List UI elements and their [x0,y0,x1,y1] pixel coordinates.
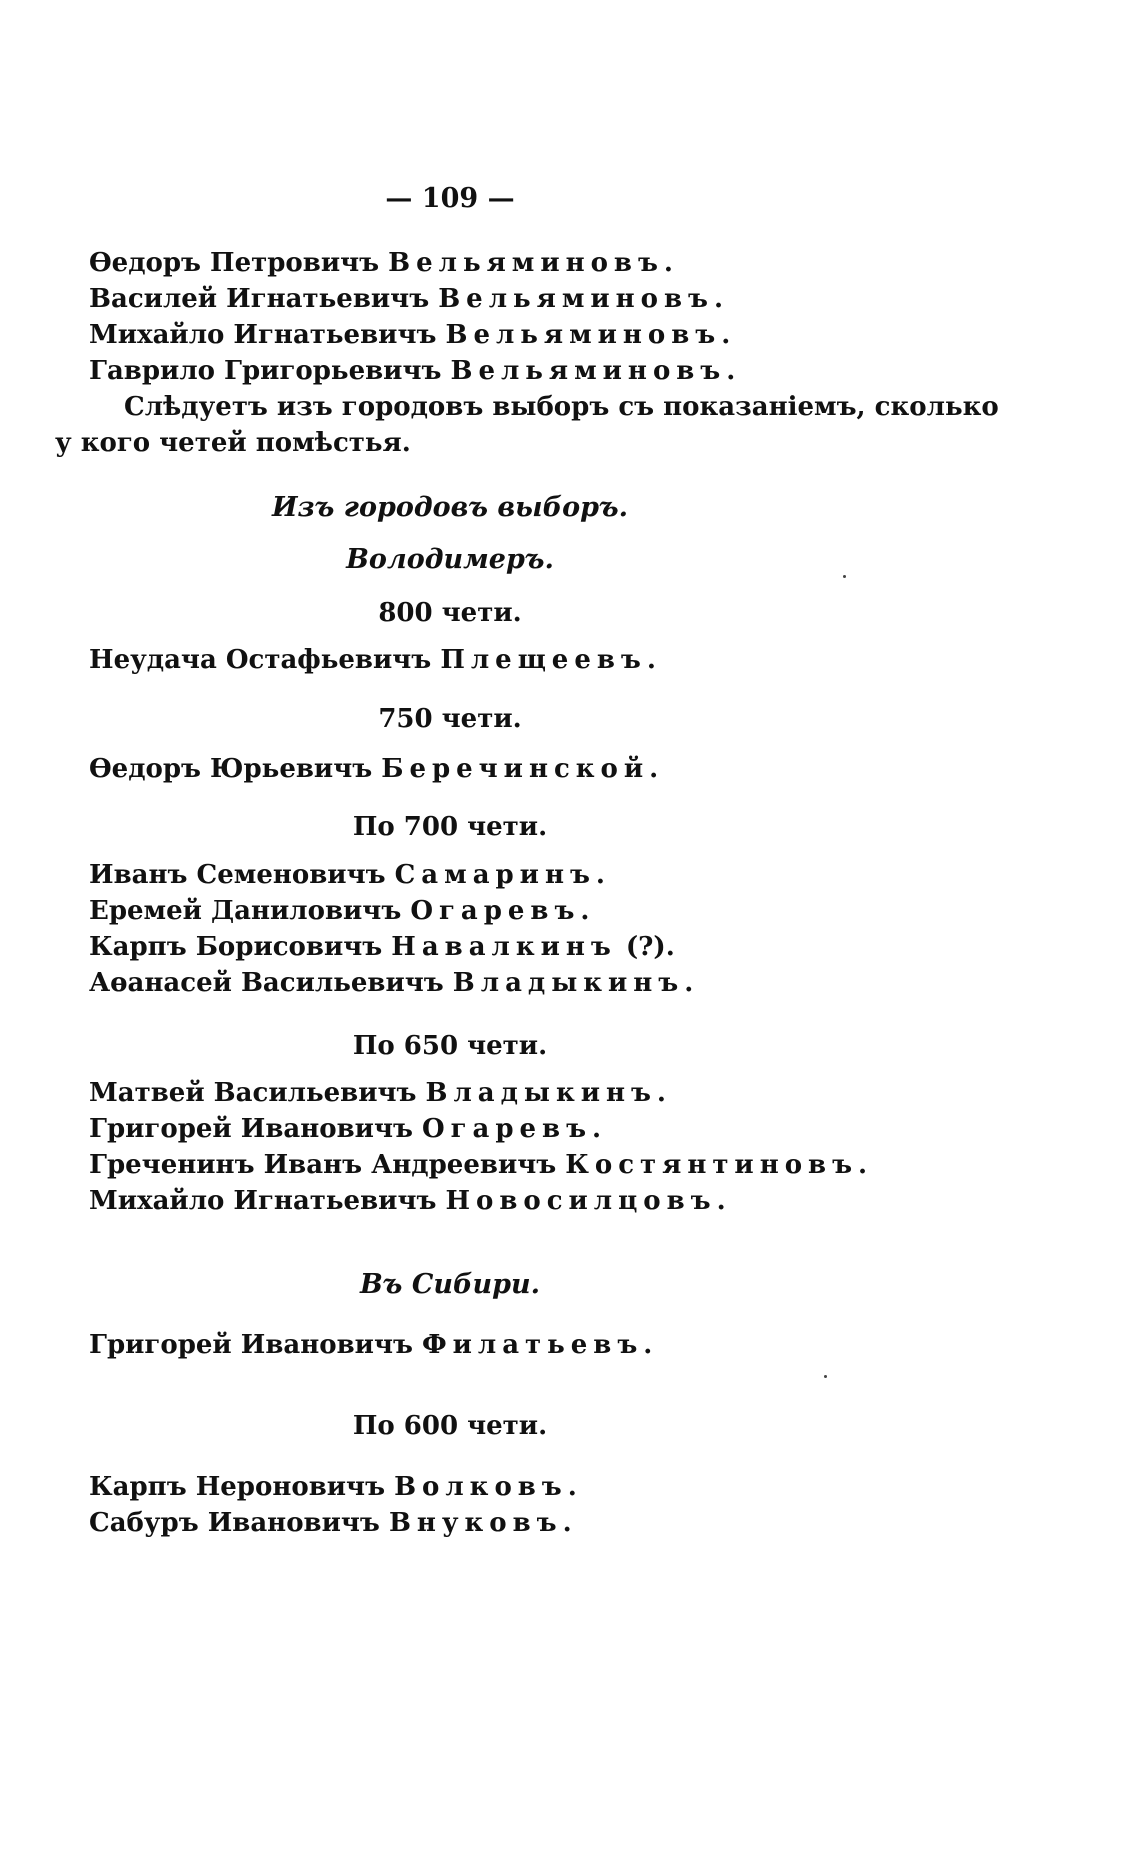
name-line [89,1080,672,1106]
given-name: Өедоръ Юрьевичъ [89,754,373,784]
section-label-600: По 600 чети. [352,1411,548,1441]
surname: Плещеевъ. [440,645,662,675]
surname: Вельяминовъ. [445,320,737,350]
name-line [89,970,699,996]
given-name: Еремей Даниловичъ [89,896,402,926]
name-line [89,647,662,673]
given-name: Греченинъ Иванъ Андреевичъ [89,1150,557,1180]
given-name: Михайло Игнатьевичъ [89,320,437,350]
paragraph-line-2: у кого четей помѣстья. [55,428,411,458]
section-label-800: 800 чети. [378,598,522,628]
surname: Навалкинъ [391,932,617,962]
page-number: — 109 — [385,183,515,214]
section-label-650: По 650 чети. [352,1031,548,1061]
name-line [89,756,664,782]
surname: Филатьевъ. [421,1330,659,1360]
section-label-700: По 700 чети. [352,812,548,842]
surname: Вельяминовъ. [450,356,742,386]
surname: Вельяминовъ. [438,284,729,314]
intro-line-4 [89,358,741,384]
uncertain-note: (?). [625,932,675,962]
section-label-750: 750 чети. [378,704,522,734]
given-name: Карпъ Нероновичъ [89,1472,386,1502]
intro-line-3 [89,322,736,348]
surname: Внуковъ. [388,1508,578,1538]
name-line [89,1332,658,1358]
intro-line-1 [89,250,679,276]
given-name: Михайло Игнатьевичъ [89,1186,437,1216]
given-name: Гаврило Григорьевичъ [89,356,442,386]
given-name: Сабуръ Ивановичъ [89,1508,380,1538]
surname: Волковъ. [394,1472,583,1502]
given-name: Иванъ Семеновичъ [89,860,386,890]
intro-line-2 [89,286,729,312]
surname: Самаринъ. [394,860,611,890]
name-line [89,1188,732,1214]
heading-vladimir: Володимеръ. [346,544,554,575]
surname: Огаревъ. [421,1114,608,1144]
name-line [89,1152,873,1178]
name-line [89,1474,583,1500]
name-line [89,1116,607,1142]
given-name: Василей Игнатьевичъ [89,284,430,314]
print-speck [824,1375,827,1378]
paragraph-line-1: Слѣдуетъ изъ городовъ выборъ съ показаніемъ, сколько [124,392,999,422]
name-line [89,862,611,888]
given-name: Григорей Ивановичъ [89,1330,413,1360]
surname: Вельяминовъ. [388,248,679,278]
given-name: Өедоръ Петровичъ [89,248,380,278]
heading-siberia: Въ Сибири. [359,1269,540,1300]
name-line [89,1510,578,1536]
name-line [89,898,595,924]
surname: Владыкинъ. [452,968,700,998]
given-name: Григорей Ивановичъ [89,1114,413,1144]
heading-cities: Изъ городовъ выборъ. [271,492,629,523]
surname: Костянтиновъ. [565,1150,874,1180]
name-line [89,934,675,960]
surname: Владыкинъ. [425,1078,672,1108]
given-name: Неудача Остафьевичъ [89,645,432,675]
given-name: Матвей Васильевичъ [89,1078,417,1108]
surname: Новосилцовъ. [445,1186,732,1216]
print-speck [843,575,846,578]
given-name: Аөанасей Васильевичъ [89,968,444,998]
given-name: Карпъ Борисовичъ [89,932,383,962]
surname: Беречинской. [381,754,665,784]
surname: Огаревъ. [410,896,596,926]
